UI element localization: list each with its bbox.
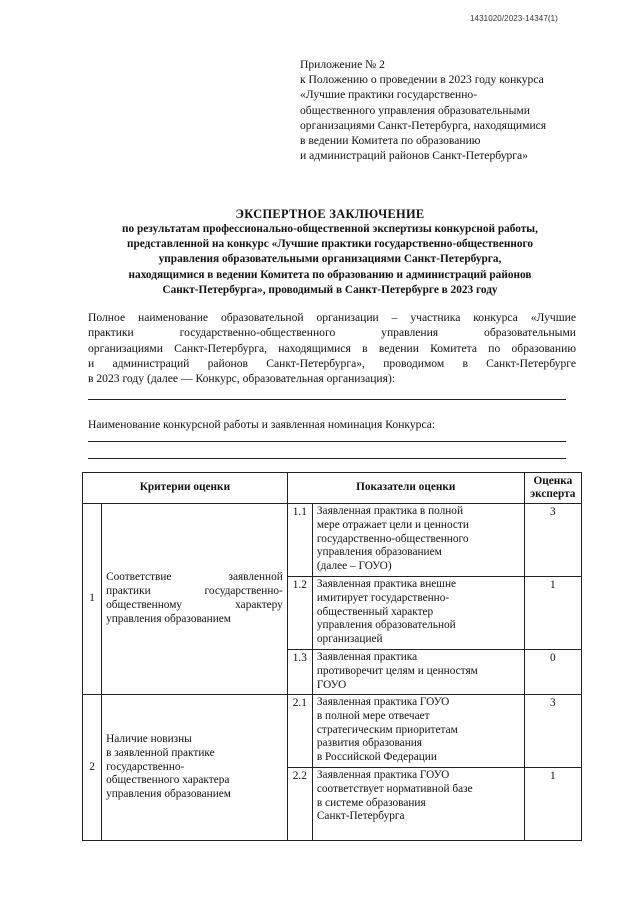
appendix-header: [300, 57, 610, 163]
subtitle-line: представленной на конкурс «Лучшие практики государственно-общественного: [126, 238, 534, 251]
expert-score[interactable]: 1: [524, 768, 581, 841]
subtitle-line: находящимися в ведении Комитета по образованию и администраций районов: [128, 268, 532, 281]
criterion-text: Наличие новизны в заявленной практике государственно- общественного характера управления образованием: [102, 695, 288, 841]
appendix-line: «Лучшие практики государственно-: [300, 88, 478, 102]
subtitle-line: Санкт-Петербурга», проводимый в Санкт-Петербурге в 2023 году: [162, 283, 498, 296]
paragraph-line: и администраций районов Санкт-Петербурга», проводимом в Санкт-Петербурге: [88, 356, 576, 370]
subtitle-line: управления образовательными организациями Санкт-Петербурга,: [158, 253, 502, 266]
indicator-text: Заявленная практика в полной мере отражает цели и ценности государственно-общественного управления образованием (далее – ГОУО): [312, 504, 524, 577]
appendix-line: в ведении Комитета по образованию: [300, 134, 481, 148]
organization-name-paragraph: [88, 310, 576, 386]
document-title: ЭКСПЕРТНОЕ ЗАКЛЮЧЕНИЕ: [235, 207, 425, 221]
appendix-line: к Положению о проведении в 2023 году конкурса: [300, 73, 544, 87]
document-id: 1431020/2023-14347(1): [470, 14, 558, 23]
header-indicators: Показатели оценки: [287, 473, 524, 504]
criterion-number: 1: [83, 504, 102, 695]
paragraph-line: организациями Санкт-Петербурга, находящимися в ведении Комитета по образованию: [88, 341, 576, 355]
indicator-text: Заявленная практика ГОУО в полной мере отвечает стратегическим приоритетам развития образования в Российской Федерации: [312, 695, 524, 768]
organization-name-fill-line[interactable]: [88, 399, 566, 400]
indicator-code: 2.2: [287, 768, 312, 841]
header-criteria: Критерии оценки: [83, 473, 288, 504]
expert-score[interactable]: 3: [524, 695, 581, 768]
indicator-text: Заявленная практика противоречит целям и ценностям ГОУО: [312, 650, 524, 695]
document-subtitle: [80, 222, 580, 298]
table-row: [83, 504, 582, 577]
indicator-text: Заявленная практика внешне имитирует государственно- общественный характер управления образовательной организацией: [312, 577, 524, 650]
paragraph-line: в 2023 году (далее — Конкурс, образовательная организация):: [88, 372, 396, 386]
criteria-table: [82, 472, 582, 841]
appendix-line: Приложение № 2: [300, 58, 385, 71]
paragraph-line: практики государственно-общественного управления образовательными: [88, 326, 576, 340]
indicator-code: 1.1: [287, 504, 312, 577]
criterion-number: 2: [83, 695, 102, 841]
indicator-code: 1.2: [287, 577, 312, 650]
expert-score[interactable]: 3: [524, 504, 581, 577]
nomination-fill-line-2[interactable]: [88, 458, 566, 459]
expert-score[interactable]: 1: [524, 577, 581, 650]
appendix-line: общественного управления образовательными: [300, 103, 530, 117]
indicator-code: 1.3: [287, 650, 312, 695]
indicator-text: Заявленная практика ГОУО соответствует нормативной базе в системе образования Санкт-Петербурга: [312, 768, 524, 841]
subtitle-line: по результатам профессионально-общественной экспертизы конкурсной работы,: [122, 223, 538, 235]
paragraph-line: Полное наименование образовательной организации – участника конкурса «Лучшие: [88, 311, 576, 324]
header-score: Оценка эксперта: [524, 473, 581, 504]
appendix-line: и администраций районов Санкт-Петербурга»: [300, 149, 528, 163]
table-row: [83, 695, 582, 768]
indicator-code: 2.1: [287, 695, 312, 768]
criterion-text: Соответствие заявленной практики государственно- общественному характеру управления образованием: [102, 504, 288, 695]
appendix-line: организациями Санкт-Петербурга, находящимися: [300, 118, 547, 132]
nomination-fill-line-1[interactable]: [88, 441, 566, 442]
nomination-label: Наименование конкурсной работы и заявленная номинация Конкурса:: [88, 418, 436, 431]
table-header-row: [83, 473, 582, 504]
expert-score[interactable]: 0: [524, 650, 581, 695]
